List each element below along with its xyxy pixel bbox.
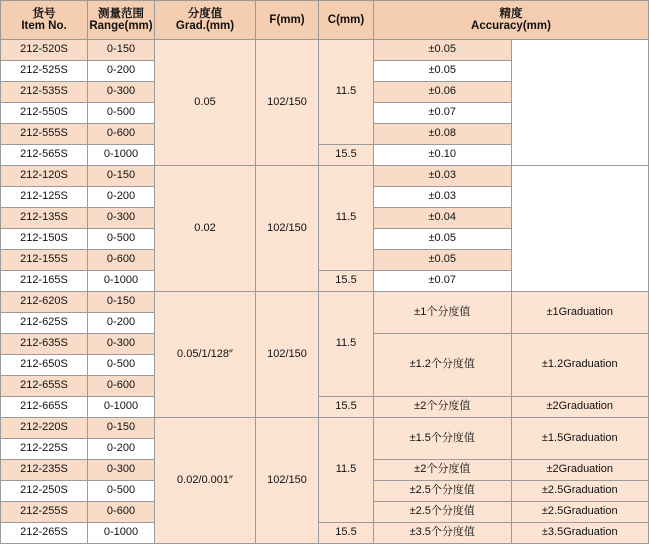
cell-accuracy-en: ±2Graduation xyxy=(511,397,649,418)
cell-item-no: 212-565S xyxy=(1,145,88,166)
cell-c: 15.5 xyxy=(319,397,374,418)
cell-item-no: 212-620S xyxy=(1,292,88,313)
header-accuracy-cn: 精度 xyxy=(499,7,523,20)
cell-f: 102/150 xyxy=(256,292,319,418)
cell-item-no: 212-165S xyxy=(1,271,88,292)
table-row xyxy=(1,166,649,187)
cell-c: 15.5 xyxy=(319,523,374,544)
cell-range: 0-200 xyxy=(88,313,155,334)
cell-accuracy-cn: ±2个分度值 xyxy=(374,397,512,418)
column-header-graduation xyxy=(155,1,256,40)
header-range-en: Range(mm) xyxy=(89,20,153,32)
cell-accuracy-cn: ±0.08 xyxy=(374,124,512,145)
cell-range: 0-150 xyxy=(88,418,155,439)
cell-accuracy-cn: ±0.07 xyxy=(374,103,512,124)
cell-accuracy-cn: ±0.07 xyxy=(374,271,512,292)
cell-item-no: 212-650S xyxy=(1,355,88,376)
cell-item-no: 212-655S xyxy=(1,376,88,397)
cell-item-no: 212-625S xyxy=(1,313,88,334)
cell-range: 0-300 xyxy=(88,208,155,229)
cell-f: 102/150 xyxy=(256,418,319,544)
cell-item-no: 212-135S xyxy=(1,208,88,229)
cell-accuracy-cn: ±0.06 xyxy=(374,82,512,103)
cell-item-no: 212-150S xyxy=(1,229,88,250)
cell-accuracy-cn: ±1.5个分度值 xyxy=(374,418,512,460)
cell-f: 102/150 xyxy=(256,166,319,292)
cell-item-no: 212-265S xyxy=(1,523,88,544)
table-row xyxy=(1,292,649,313)
cell-accuracy-cn: ±2个分度值 xyxy=(374,460,512,481)
header-row xyxy=(1,1,649,40)
cell-c: 11.5 xyxy=(319,166,374,271)
cell-accuracy-en: ±1.2Graduation xyxy=(511,334,649,397)
header-item-no-cn: 货号 xyxy=(32,7,56,20)
cell-range: 0-1000 xyxy=(88,145,155,166)
cell-item-no: 212-520S xyxy=(1,40,88,61)
cell-range: 0-500 xyxy=(88,229,155,250)
cell-c: 11.5 xyxy=(319,40,374,145)
header-item-no-en: Item No. xyxy=(21,20,67,32)
cell-item-no: 212-525S xyxy=(1,61,88,82)
cell-accuracy-en: ±1.5Graduation xyxy=(511,418,649,460)
cell-graduation: 0.02 xyxy=(155,166,256,292)
cell-item-no: 212-535S xyxy=(1,82,88,103)
column-header-range xyxy=(88,1,155,40)
cell-accuracy-en xyxy=(511,40,649,166)
column-header-c xyxy=(319,1,374,40)
cell-accuracy-cn: ±0.05 xyxy=(374,229,512,250)
cell-item-no: 212-155S xyxy=(1,250,88,271)
header-c-en: C(mm) xyxy=(327,13,365,26)
cell-item-no: 212-235S xyxy=(1,460,88,481)
cell-accuracy-cn: ±0.03 xyxy=(374,166,512,187)
cell-c: 15.5 xyxy=(319,271,374,292)
cell-item-no: 212-120S xyxy=(1,166,88,187)
cell-accuracy-en: ±3.5Graduation xyxy=(511,523,649,544)
cell-f: 102/150 xyxy=(256,40,319,166)
cell-range: 0-600 xyxy=(88,376,155,397)
cell-range: 0-300 xyxy=(88,334,155,355)
table-row xyxy=(1,397,649,418)
header-grad-cn: 分度值 xyxy=(187,7,223,20)
cell-c: 11.5 xyxy=(319,418,374,523)
column-header-item-no xyxy=(1,1,88,40)
table-row xyxy=(1,418,649,439)
cell-range: 0-500 xyxy=(88,103,155,124)
cell-accuracy-en: ±2.5Graduation xyxy=(511,502,649,523)
cell-range: 0-1000 xyxy=(88,397,155,418)
cell-item-no: 212-225S xyxy=(1,439,88,460)
table-row xyxy=(1,40,649,61)
cell-item-no: 212-665S xyxy=(1,397,88,418)
cell-graduation: 0.02/0.001″ xyxy=(155,418,256,544)
column-header-f xyxy=(256,1,319,40)
cell-accuracy-cn: ±0.10 xyxy=(374,145,512,166)
cell-item-no: 212-555S xyxy=(1,124,88,145)
cell-range: 0-200 xyxy=(88,187,155,208)
cell-range: 0-150 xyxy=(88,292,155,313)
cell-accuracy-cn: ±3.5个分度值 xyxy=(374,523,512,544)
cell-accuracy-en: ±1Graduation xyxy=(511,292,649,334)
cell-range: 0-600 xyxy=(88,250,155,271)
cell-c: 11.5 xyxy=(319,292,374,397)
cell-accuracy-cn: ±0.03 xyxy=(374,187,512,208)
cell-item-no: 212-250S xyxy=(1,481,88,502)
cell-accuracy-cn: ±0.04 xyxy=(374,208,512,229)
cell-item-no: 212-220S xyxy=(1,418,88,439)
cell-accuracy-cn: ±2.5个分度值 xyxy=(374,481,512,502)
cell-c: 15.5 xyxy=(319,145,374,166)
cell-accuracy-en xyxy=(511,166,649,292)
cell-accuracy-cn: ±0.05 xyxy=(374,40,512,61)
cell-accuracy-en: ±2Graduation xyxy=(511,460,649,481)
cell-accuracy-cn: ±0.05 xyxy=(374,61,512,82)
cell-accuracy-cn: ±1.2个分度值 xyxy=(374,334,512,397)
cell-range: 0-1000 xyxy=(88,523,155,544)
cell-range: 0-300 xyxy=(88,82,155,103)
cell-item-no: 212-125S xyxy=(1,187,88,208)
header-range-cn: 测量范围 xyxy=(98,7,144,20)
cell-range: 0-500 xyxy=(88,355,155,376)
cell-item-no: 212-550S xyxy=(1,103,88,124)
cell-accuracy-en: ±2.5Graduation xyxy=(511,481,649,502)
header-accuracy-en: Accuracy(mm) xyxy=(471,20,551,32)
cell-range: 0-600 xyxy=(88,124,155,145)
cell-accuracy-cn: ±2.5个分度值 xyxy=(374,502,512,523)
cell-accuracy-cn: ±0.05 xyxy=(374,250,512,271)
cell-range: 0-200 xyxy=(88,439,155,460)
table-row xyxy=(1,523,649,544)
cell-accuracy-cn: ±1个分度值 xyxy=(374,292,512,334)
cell-range: 0-300 xyxy=(88,460,155,481)
cell-graduation: 0.05 xyxy=(155,40,256,166)
table-body xyxy=(1,40,649,544)
table-header xyxy=(1,1,649,40)
cell-item-no: 212-255S xyxy=(1,502,88,523)
cell-range: 0-1000 xyxy=(88,271,155,292)
cell-item-no: 212-635S xyxy=(1,334,88,355)
cell-graduation: 0.05/1/128″ xyxy=(155,292,256,418)
column-header-accuracy xyxy=(374,1,649,40)
cell-range: 0-150 xyxy=(88,166,155,187)
cell-range: 0-150 xyxy=(88,40,155,61)
cell-range: 0-200 xyxy=(88,61,155,82)
header-f-en: F(mm) xyxy=(269,13,305,26)
cell-range: 0-500 xyxy=(88,481,155,502)
cell-range: 0-600 xyxy=(88,502,155,523)
header-grad-en: Grad.(mm) xyxy=(175,20,235,32)
